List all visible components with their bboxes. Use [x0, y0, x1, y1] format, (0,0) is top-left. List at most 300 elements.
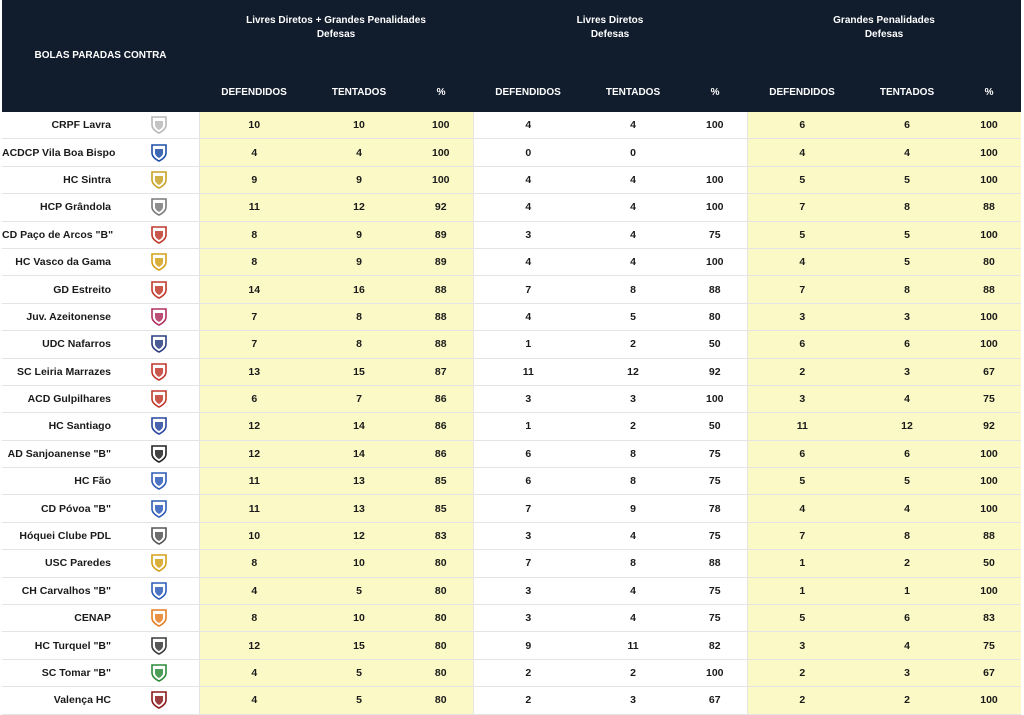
col-header-defendidos: DEFENDIDOS — [747, 72, 857, 112]
total-percent: 88 — [409, 276, 473, 303]
vila-boa-bispo-crest-icon — [150, 143, 168, 163]
pen-defended: 1 — [747, 577, 857, 604]
total-defended: 11 — [199, 468, 309, 495]
team-logo-cell — [119, 358, 199, 385]
header-group-penalties-title: Grandes Penalidades — [833, 15, 935, 26]
team-logo-cell — [119, 605, 199, 632]
estreito-crest-icon — [150, 280, 168, 300]
total-defended: 7 — [199, 331, 309, 358]
pen-attempted: 2 — [857, 687, 957, 714]
pdl-crest-icon — [150, 526, 168, 546]
team-logo-cell — [119, 248, 199, 275]
fk-defended: 7 — [473, 276, 583, 303]
team-name[interactable]: CRPF Lavra — [2, 112, 119, 139]
fk-defended: 4 — [473, 166, 583, 193]
fk-percent: 88 — [683, 550, 747, 577]
pen-attempted: 4 — [857, 495, 957, 522]
fk-percent: 75 — [683, 577, 747, 604]
santiago-crest-icon — [150, 416, 168, 436]
pen-percent: 100 — [957, 495, 1021, 522]
header-group-total-sub: Defesas — [316, 29, 356, 40]
fk-percent: 92 — [683, 358, 747, 385]
table-row[interactable] — [2, 358, 1021, 385]
turquel-crest-icon — [150, 636, 168, 656]
pen-percent: 83 — [957, 605, 1021, 632]
total-percent: 86 — [409, 440, 473, 467]
pen-percent: 88 — [957, 522, 1021, 549]
pen-attempted: 12 — [857, 413, 957, 440]
team-logo-cell — [119, 276, 199, 303]
table-row[interactable] — [2, 550, 1021, 577]
table-row[interactable] — [2, 248, 1021, 275]
total-defended: 7 — [199, 303, 309, 330]
pen-defended: 6 — [747, 440, 857, 467]
total-attempted: 16 — [309, 276, 409, 303]
team-name[interactable]: UDC Nafarros — [2, 331, 119, 358]
team-name[interactable]: Valença HC — [2, 687, 119, 714]
table-row[interactable] — [2, 139, 1021, 166]
header-group-free-kicks-title: Livres Diretos — [576, 15, 644, 26]
table-header — [2, 0, 1021, 112]
team-logo-cell — [119, 468, 199, 495]
table-row[interactable] — [2, 112, 1021, 139]
valenca-crest-icon — [150, 690, 168, 710]
pen-attempted: 3 — [857, 659, 957, 686]
total-defended: 8 — [199, 248, 309, 275]
team-name[interactable]: Juv. Azeitonense — [2, 303, 119, 330]
fk-defended: 6 — [473, 468, 583, 495]
pen-percent: 67 — [957, 659, 1021, 686]
team-name[interactable]: ACD Gulpilhares — [2, 385, 119, 412]
paco-de-arcos-crest-icon — [150, 225, 168, 245]
fk-attempted: 2 — [583, 413, 683, 440]
fk-defended: 1 — [473, 331, 583, 358]
table-row[interactable] — [2, 632, 1021, 659]
team-logo-cell — [119, 166, 199, 193]
total-attempted: 5 — [309, 659, 409, 686]
team-name[interactable]: HC Fão — [2, 468, 119, 495]
team-logo-cell — [119, 331, 199, 358]
fk-defended: 3 — [473, 221, 583, 248]
pen-percent: 75 — [957, 632, 1021, 659]
team-logo-cell — [119, 659, 199, 686]
total-attempted: 4 — [309, 139, 409, 166]
total-percent: 80 — [409, 687, 473, 714]
pen-percent: 100 — [957, 166, 1021, 193]
total-defended: 4 — [199, 659, 309, 686]
team-name[interactable]: HC Santiago — [2, 413, 119, 440]
pen-attempted: 4 — [857, 385, 957, 412]
team-logo-cell — [119, 687, 199, 714]
pen-defended: 7 — [747, 276, 857, 303]
team-logo-cell — [119, 139, 199, 166]
fk-attempted: 4 — [583, 194, 683, 221]
fk-percent: 75 — [683, 605, 747, 632]
table-row[interactable] — [2, 468, 1021, 495]
total-percent: 80 — [409, 605, 473, 632]
team-name[interactable]: HC Turquel "B" — [2, 632, 119, 659]
pen-percent: 100 — [957, 331, 1021, 358]
total-percent: 85 — [409, 495, 473, 522]
fk-defended: 2 — [473, 687, 583, 714]
header-group-free-kicks — [473, 0, 747, 72]
team-logo-cell — [119, 385, 199, 412]
pen-defended: 3 — [747, 385, 857, 412]
team-name[interactable]: CENAP — [2, 605, 119, 632]
table-row[interactable] — [2, 194, 1021, 221]
cenap-crest-icon — [150, 608, 168, 628]
pen-percent: 67 — [957, 358, 1021, 385]
table-body — [2, 112, 1021, 714]
fk-percent: 100 — [683, 112, 747, 139]
pen-attempted: 1 — [857, 577, 957, 604]
pen-percent: 92 — [957, 413, 1021, 440]
team-name[interactable]: ACDCP Vila Boa Bispo — [2, 139, 119, 166]
table-row[interactable] — [2, 495, 1021, 522]
fk-defended: 1 — [473, 413, 583, 440]
team-logo-cell — [119, 440, 199, 467]
team-name[interactable]: CH Carvalhos "B" — [2, 577, 119, 604]
col-header-defendidos: DEFENDIDOS — [199, 72, 309, 112]
total-attempted: 8 — [309, 303, 409, 330]
fk-percent: 50 — [683, 413, 747, 440]
header-group-free-kicks-sub: Defesas — [590, 29, 630, 40]
fk-percent: 67 — [683, 687, 747, 714]
fk-defended: 4 — [473, 112, 583, 139]
pen-percent: 75 — [957, 385, 1021, 412]
team-name[interactable]: SC Leiria Marrazes — [2, 358, 119, 385]
fk-defended: 2 — [473, 659, 583, 686]
fk-defended: 4 — [473, 303, 583, 330]
total-percent: 92 — [409, 194, 473, 221]
total-attempted: 14 — [309, 440, 409, 467]
table-row[interactable] — [2, 687, 1021, 714]
pen-attempted: 6 — [857, 112, 957, 139]
total-percent: 88 — [409, 303, 473, 330]
team-logo-cell — [119, 495, 199, 522]
total-attempted: 9 — [309, 166, 409, 193]
fk-percent: 100 — [683, 385, 747, 412]
set-pieces-against-table — [2, 0, 1021, 715]
fk-attempted: 4 — [583, 605, 683, 632]
table-row[interactable] — [2, 303, 1021, 330]
gulpilhares-crest-icon — [150, 389, 168, 409]
col-header-percent: % — [409, 72, 473, 112]
fk-percent: 75 — [683, 468, 747, 495]
fk-attempted: 3 — [583, 687, 683, 714]
total-percent: 87 — [409, 358, 473, 385]
total-percent: 100 — [409, 166, 473, 193]
total-percent: 80 — [409, 632, 473, 659]
fk-attempted: 4 — [583, 577, 683, 604]
total-defended: 8 — [199, 605, 309, 632]
team-logo-cell — [119, 221, 199, 248]
pen-percent: 100 — [957, 440, 1021, 467]
pen-defended: 5 — [747, 166, 857, 193]
pen-defended: 3 — [747, 303, 857, 330]
total-attempted: 12 — [309, 522, 409, 549]
total-percent: 100 — [409, 139, 473, 166]
fk-defended: 3 — [473, 577, 583, 604]
header-group-penalties-sub: Defesas — [864, 29, 904, 40]
pen-percent: 100 — [957, 139, 1021, 166]
col-header-defendidos: DEFENDIDOS — [473, 72, 583, 112]
pen-defended: 4 — [747, 248, 857, 275]
pen-percent: 88 — [957, 194, 1021, 221]
total-defended: 12 — [199, 440, 309, 467]
fk-attempted: 11 — [583, 632, 683, 659]
table-row[interactable] — [2, 385, 1021, 412]
total-attempted: 13 — [309, 495, 409, 522]
carvalhos-crest-icon — [150, 581, 168, 601]
total-percent: 89 — [409, 248, 473, 275]
pen-defended: 5 — [747, 221, 857, 248]
table-row[interactable] — [2, 413, 1021, 440]
team-logo-cell — [119, 194, 199, 221]
total-defended: 8 — [199, 550, 309, 577]
pen-attempted: 8 — [857, 276, 957, 303]
fk-attempted: 4 — [583, 166, 683, 193]
team-name[interactable]: AD Sanjoanense "B" — [2, 440, 119, 467]
total-percent: 89 — [409, 221, 473, 248]
total-attempted: 7 — [309, 385, 409, 412]
total-attempted: 10 — [309, 112, 409, 139]
header-group-total-title: Livres Diretos + Grandes Penalidades — [246, 15, 426, 26]
pen-percent: 100 — [957, 303, 1021, 330]
pen-defended: 4 — [747, 139, 857, 166]
pen-defended: 5 — [747, 468, 857, 495]
pen-attempted: 3 — [857, 358, 957, 385]
table-row[interactable] — [2, 605, 1021, 632]
header-team-column — [2, 0, 199, 112]
table-row[interactable] — [2, 331, 1021, 358]
header-team-label: BOLAS PARADAS CONTRA — [34, 50, 167, 61]
pen-defended: 11 — [747, 413, 857, 440]
fk-attempted: 9 — [583, 495, 683, 522]
table-row[interactable] — [2, 659, 1021, 686]
pen-attempted: 5 — [857, 248, 957, 275]
pen-defended: 1 — [747, 550, 857, 577]
team-name[interactable]: Hóquei Clube PDL — [2, 522, 119, 549]
fk-attempted: 2 — [583, 331, 683, 358]
fao-crest-icon — [150, 471, 168, 491]
team-logo-cell — [119, 632, 199, 659]
total-attempted: 5 — [309, 577, 409, 604]
pen-attempted: 5 — [857, 468, 957, 495]
pen-percent: 100 — [957, 468, 1021, 495]
col-header-percent: % — [957, 72, 1021, 112]
team-name[interactable]: HCP Grândola — [2, 194, 119, 221]
pen-attempted: 6 — [857, 331, 957, 358]
pen-percent: 100 — [957, 577, 1021, 604]
pen-attempted: 8 — [857, 194, 957, 221]
total-defended: 10 — [199, 112, 309, 139]
total-attempted: 10 — [309, 605, 409, 632]
team-logo-cell — [119, 413, 199, 440]
paredes-crest-icon — [150, 553, 168, 573]
total-defended: 4 — [199, 687, 309, 714]
grandola-crest-icon — [150, 197, 168, 217]
total-defended: 12 — [199, 632, 309, 659]
total-percent: 83 — [409, 522, 473, 549]
pen-attempted: 2 — [857, 550, 957, 577]
team-logo-cell — [119, 577, 199, 604]
total-defended: 13 — [199, 358, 309, 385]
pen-attempted: 5 — [857, 166, 957, 193]
team-logo-cell — [119, 112, 199, 139]
team-name[interactable]: USC Paredes — [2, 550, 119, 577]
fk-attempted: 8 — [583, 550, 683, 577]
total-attempted: 15 — [309, 632, 409, 659]
total-attempted: 9 — [309, 248, 409, 275]
sanjoanense-crest-icon — [150, 444, 168, 464]
col-header-tentados: TENTADOS — [857, 72, 957, 112]
pen-defended: 2 — [747, 687, 857, 714]
fk-defended: 11 — [473, 358, 583, 385]
total-attempted: 5 — [309, 687, 409, 714]
pen-attempted: 6 — [857, 440, 957, 467]
table-row[interactable] — [2, 440, 1021, 467]
pen-attempted: 5 — [857, 221, 957, 248]
pen-defended: 7 — [747, 522, 857, 549]
pen-attempted: 4 — [857, 632, 957, 659]
nafarros-crest-icon — [150, 334, 168, 354]
team-logo-cell — [119, 550, 199, 577]
fk-percent: 88 — [683, 276, 747, 303]
pen-attempted: 6 — [857, 605, 957, 632]
total-percent: 80 — [409, 550, 473, 577]
fk-defended: 3 — [473, 605, 583, 632]
fk-attempted: 8 — [583, 440, 683, 467]
team-name[interactable]: GD Estreito — [2, 276, 119, 303]
pen-defended: 7 — [747, 194, 857, 221]
pen-percent: 100 — [957, 112, 1021, 139]
pen-percent: 100 — [957, 687, 1021, 714]
fk-defended: 3 — [473, 522, 583, 549]
total-defended: 12 — [199, 413, 309, 440]
fk-defended: 4 — [473, 194, 583, 221]
fk-percent — [683, 139, 747, 166]
fk-percent: 82 — [683, 632, 747, 659]
pen-percent: 100 — [957, 221, 1021, 248]
header-group-total — [199, 0, 473, 72]
total-defended: 4 — [199, 139, 309, 166]
total-defended: 14 — [199, 276, 309, 303]
sintra-crest-icon — [150, 170, 168, 190]
fk-defended: 6 — [473, 440, 583, 467]
pen-attempted: 8 — [857, 522, 957, 549]
total-attempted: 12 — [309, 194, 409, 221]
fk-attempted: 5 — [583, 303, 683, 330]
pen-defended: 5 — [747, 605, 857, 632]
lavra-crest-icon — [150, 115, 168, 135]
fk-attempted: 2 — [583, 659, 683, 686]
fk-percent: 78 — [683, 495, 747, 522]
col-header-tentados: TENTADOS — [309, 72, 409, 112]
vasco-da-gama-crest-icon — [150, 252, 168, 272]
total-attempted: 13 — [309, 468, 409, 495]
total-percent: 86 — [409, 413, 473, 440]
fk-percent: 100 — [683, 659, 747, 686]
pen-attempted: 3 — [857, 303, 957, 330]
total-percent: 86 — [409, 385, 473, 412]
total-defended: 11 — [199, 194, 309, 221]
total-percent: 85 — [409, 468, 473, 495]
team-logo-cell — [119, 522, 199, 549]
table-row[interactable] — [2, 276, 1021, 303]
total-attempted: 14 — [309, 413, 409, 440]
team-name[interactable]: CD Paço de Arcos "B" — [2, 221, 119, 248]
leiria-marrazes-crest-icon — [150, 362, 168, 382]
total-defended: 6 — [199, 385, 309, 412]
team-name[interactable]: HC Vasco da Gama — [2, 248, 119, 275]
total-defended: 10 — [199, 522, 309, 549]
fk-defended: 4 — [473, 248, 583, 275]
total-attempted: 8 — [309, 331, 409, 358]
fk-percent: 50 — [683, 331, 747, 358]
total-defended: 11 — [199, 495, 309, 522]
fk-percent: 75 — [683, 522, 747, 549]
fk-defended: 9 — [473, 632, 583, 659]
fk-attempted: 12 — [583, 358, 683, 385]
fk-attempted: 4 — [583, 112, 683, 139]
fk-attempted: 3 — [583, 385, 683, 412]
pen-defended: 6 — [747, 112, 857, 139]
fk-percent: 80 — [683, 303, 747, 330]
total-percent: 80 — [409, 659, 473, 686]
fk-defended: 7 — [473, 495, 583, 522]
pen-defended: 4 — [747, 495, 857, 522]
pen-defended: 3 — [747, 632, 857, 659]
fk-attempted: 4 — [583, 221, 683, 248]
pen-attempted: 4 — [857, 139, 957, 166]
table-row[interactable] — [2, 221, 1021, 248]
fk-defended: 3 — [473, 385, 583, 412]
total-defended: 8 — [199, 221, 309, 248]
tomar-crest-icon — [150, 663, 168, 683]
fk-attempted: 4 — [583, 522, 683, 549]
fk-attempted: 8 — [583, 468, 683, 495]
povoa-crest-icon — [150, 499, 168, 519]
fk-attempted: 8 — [583, 276, 683, 303]
total-attempted: 15 — [309, 358, 409, 385]
total-defended: 9 — [199, 166, 309, 193]
fk-percent: 100 — [683, 166, 747, 193]
team-name[interactable]: HC Sintra — [2, 166, 119, 193]
total-attempted: 9 — [309, 221, 409, 248]
pen-defended: 2 — [747, 358, 857, 385]
team-name[interactable]: SC Tomar "B" — [2, 659, 119, 686]
total-percent: 80 — [409, 577, 473, 604]
pen-percent: 50 — [957, 550, 1021, 577]
table-row[interactable] — [2, 577, 1021, 604]
azeitonense-crest-icon — [150, 307, 168, 327]
pen-percent: 80 — [957, 248, 1021, 275]
fk-percent: 75 — [683, 440, 747, 467]
table-row[interactable] — [2, 522, 1021, 549]
total-percent: 100 — [409, 112, 473, 139]
fk-attempted: 0 — [583, 139, 683, 166]
total-attempted: 10 — [309, 550, 409, 577]
header-group-penalties — [747, 0, 1021, 72]
pen-defended: 2 — [747, 659, 857, 686]
table-row[interactable] — [2, 166, 1021, 193]
fk-percent: 75 — [683, 221, 747, 248]
team-logo-cell — [119, 303, 199, 330]
fk-attempted: 4 — [583, 248, 683, 275]
team-name[interactable]: CD Póvoa "B" — [2, 495, 119, 522]
fk-defended: 0 — [473, 139, 583, 166]
